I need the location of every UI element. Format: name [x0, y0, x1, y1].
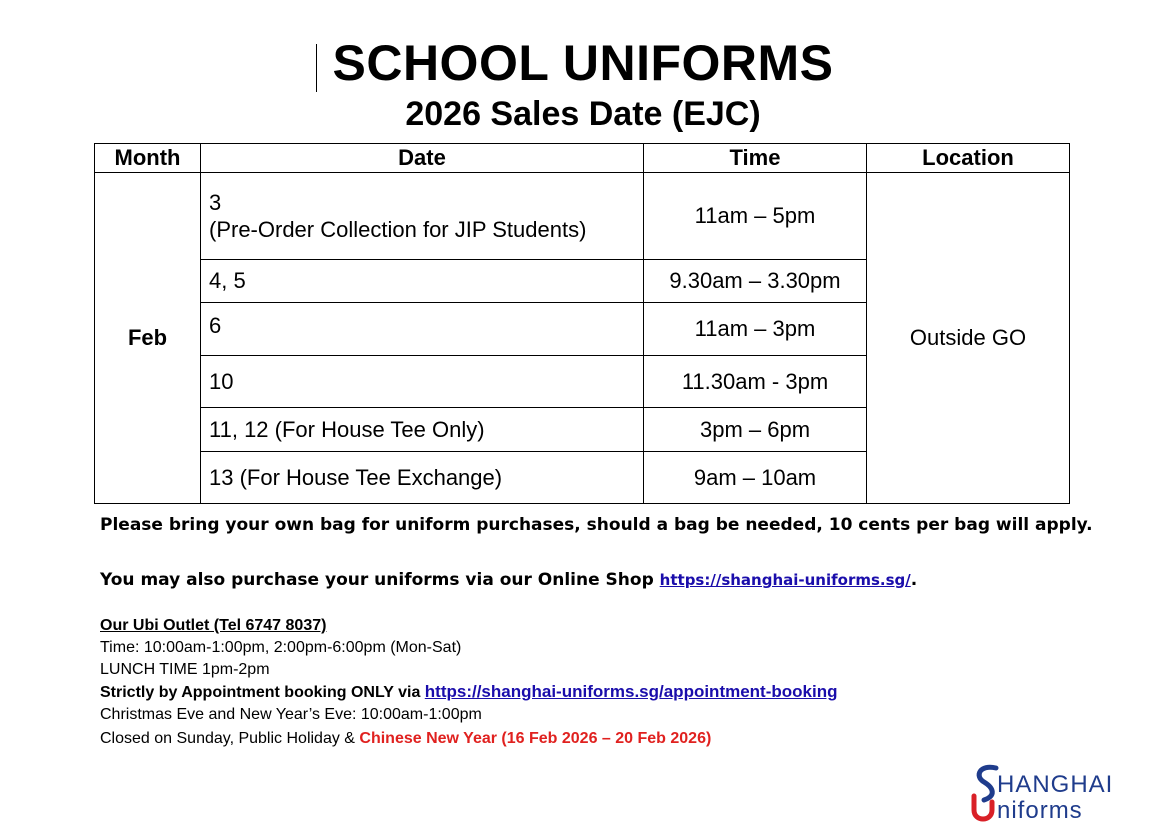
page-title: SCHOOL UNIFORMS	[332, 35, 834, 91]
online-shop-notice	[100, 570, 917, 590]
outlet-hours: Time: 10:00am-1:00pm, 2:00pm-6:00pm (Mon-Sat)	[100, 639, 462, 656]
header-location: Location	[867, 144, 1070, 173]
appointment-booking-link[interactable]: https://shanghai-uniforms.sg/appointment-booking	[424, 682, 838, 701]
time-cell: 9am – 10am	[644, 452, 867, 504]
time-cell: 11am – 3pm	[644, 303, 867, 356]
month-cell: Feb	[95, 173, 201, 504]
header-time: Time	[644, 144, 867, 173]
online-shop-suffix: .	[910, 570, 918, 590]
date-cell: 6	[201, 303, 644, 356]
date-cell: 4, 5	[201, 260, 644, 303]
shanghai-uniforms-logo	[970, 762, 1130, 824]
page-subtitle: 2026 Sales Date (EJC)	[405, 95, 761, 133]
date-cell	[201, 173, 644, 260]
time-cell: 3pm – 6pm	[644, 408, 867, 452]
outlet-eve-hours: Christmas Eve and New Year’s Eve: 10:00am-1:00pm	[100, 706, 482, 723]
closed-highlight: Chinese New Year (16 Feb 2026 – 20 Feb 2026)	[359, 730, 712, 747]
date-cell: 11, 12 (For House Tee Only)	[201, 408, 644, 452]
table-header-row	[95, 144, 1070, 173]
outlet-appointment	[100, 681, 837, 704]
date-cell-line: 3	[209, 190, 222, 215]
outlet-lunch: LUNCH TIME 1pm-2pm	[100, 661, 270, 678]
date-cell: 10	[201, 356, 644, 408]
table-row	[95, 173, 1070, 260]
logo-text-top: HANGHAI	[997, 771, 1114, 798]
header-date: Date	[201, 144, 644, 173]
time-cell: 11.30am - 3pm	[644, 356, 867, 408]
date-cell: 13 (For House Tee Exchange)	[201, 452, 644, 504]
location-cell: Outside GO	[867, 173, 1070, 504]
online-shop-text: You may also purchase your uniforms via our Online Shop	[100, 570, 660, 590]
sales-schedule-table	[94, 143, 1070, 504]
outlet-closed	[100, 728, 837, 750]
outlet-heading: Our Ubi Outlet (Tel 6747 8037)	[100, 617, 327, 634]
time-cell: 9.30am – 3.30pm	[644, 260, 867, 303]
outlet-info	[100, 615, 837, 750]
online-shop-link[interactable]: https://shanghai-uniforms.sg/	[659, 571, 911, 589]
appointment-text: Strictly by Appointment booking ONLY via	[100, 684, 425, 701]
bag-notice: Please bring your own bag for uniform purchases, should a bag be needed, 10 cents per bag will apply.	[100, 515, 1093, 535]
date-cell-note: (Pre-Order Collection for JIP Students)	[209, 217, 587, 242]
closed-text: Closed on Sunday, Public Holiday &	[100, 730, 360, 747]
logo-text-bottom: niforms	[997, 797, 1083, 824]
time-cell: 11am – 5pm	[644, 173, 867, 260]
header-month: Month	[95, 144, 201, 173]
